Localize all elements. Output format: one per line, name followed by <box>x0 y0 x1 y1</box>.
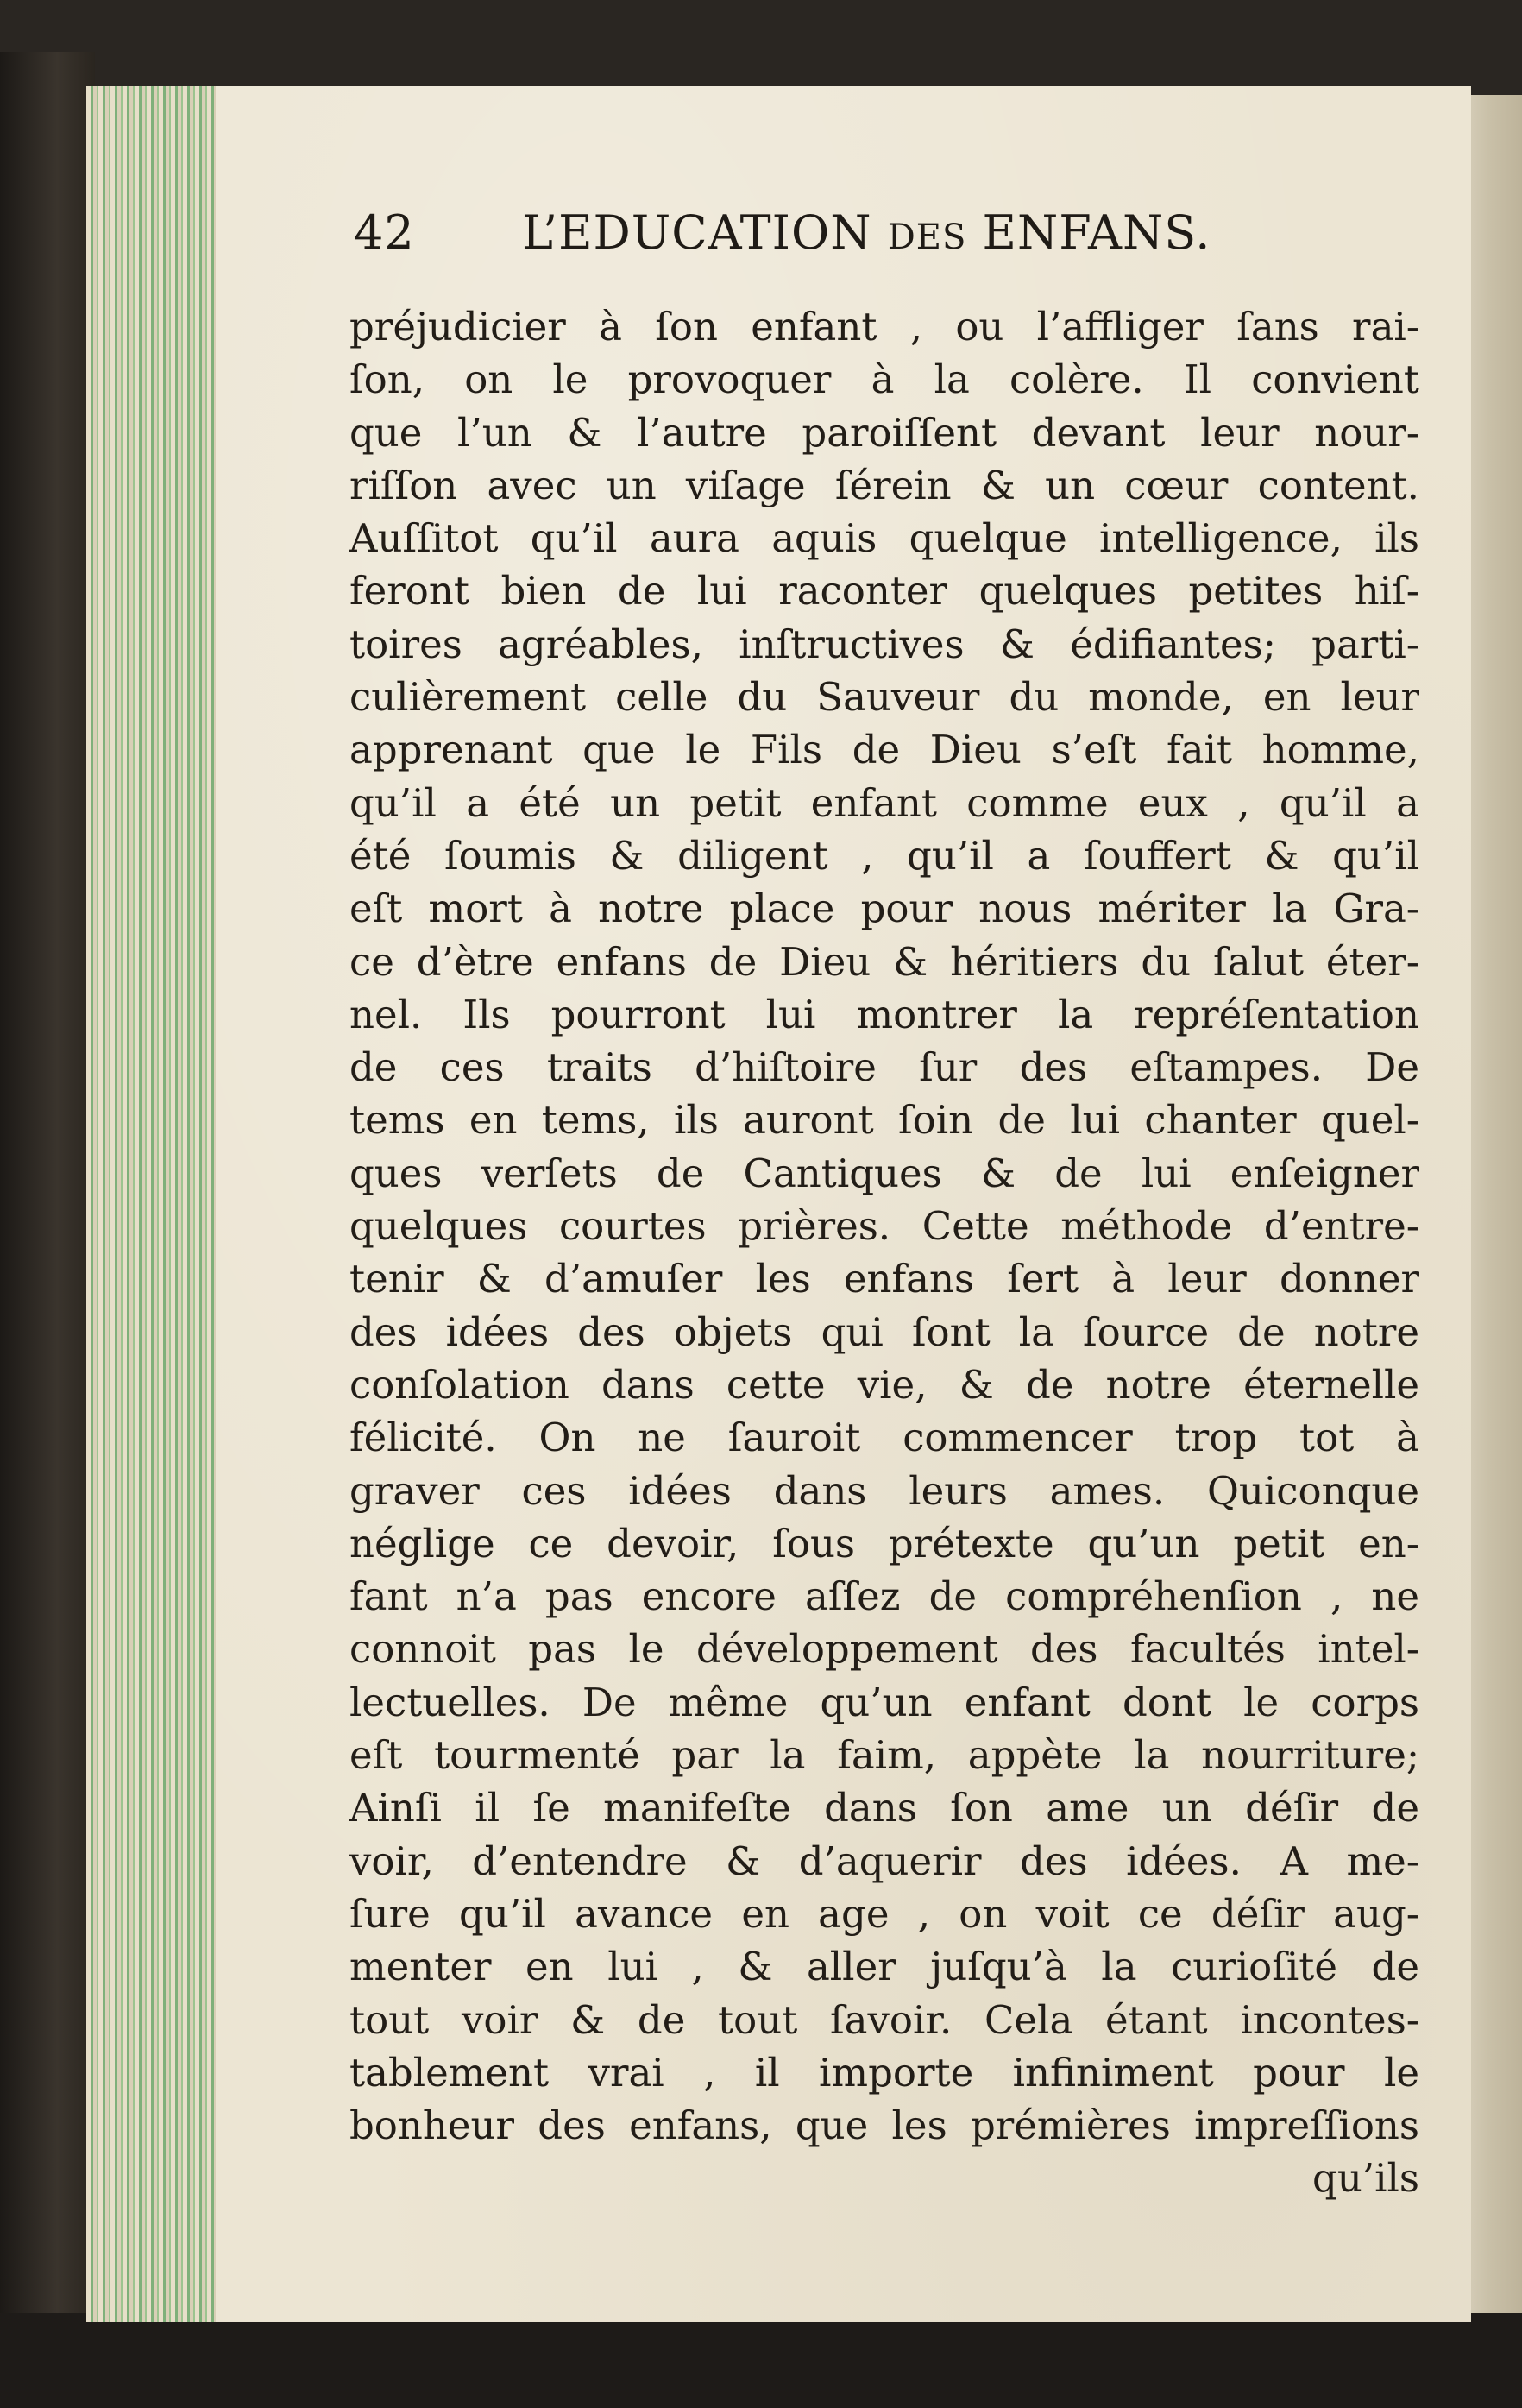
text-line: des idées des objets qui ſont la ſource de notre <box>349 1308 1419 1355</box>
page-stack-edges <box>86 86 224 2322</box>
text-line: lectuelles. De même qu’un enfant dont le corps <box>349 1679 1419 1725</box>
book-cover-bottom <box>0 2313 1522 2408</box>
text-line: menter en lui , & aller juſqu’à la curioſité de <box>349 1944 1419 1990</box>
text-line: été ſoumis & diligent , qu’il a ſouffert & qu’il <box>349 832 1419 879</box>
page-number: 42 <box>354 205 415 260</box>
text-line: quelques courtes prières. Cette méthode d’entre- <box>349 1203 1419 1250</box>
text-line: toires agréables, inſtructives & édifiantes; parti- <box>349 621 1419 667</box>
text-line: ſon, on le provoquer à la colère. Il convient <box>349 356 1419 403</box>
text-line: eſt tourmenté par la faim, appète la nourriture; <box>349 1732 1419 1779</box>
text-line: néglige ce devoir, ſous prétexte qu’un petit en- <box>349 1520 1419 1566</box>
running-title <box>522 203 1211 268</box>
running-title-part-1: L’EDUCATION <box>522 205 888 260</box>
text-line: voir, d’entendre & d’aquerir des idées. A me- <box>349 1838 1419 1884</box>
text-line: nel. Ils pourront lui montrer la repréſentation <box>349 991 1419 1037</box>
book-cover-edge <box>0 52 95 2330</box>
text-line: eſt mort à notre place pour nous mériter la Gra- <box>349 886 1419 932</box>
text-line: tems en tems, ils auront ſoin de lui chanter quel- <box>349 1097 1419 1144</box>
text-line: ques verſets de Cantiques & de lui enſeigner <box>349 1150 1419 1196</box>
text-line: tenir & d’amuſer les enfans ſert à leur donner <box>349 1256 1419 1302</box>
text-line: culièrement celle du Sauveur du monde, en leur <box>349 674 1419 721</box>
facing-page-edge <box>1467 95 1522 2313</box>
text-line: tout voir & de tout ſavoir. Cela étant incontes- <box>349 1996 1419 2043</box>
text-line: qu’il a été un petit enfant comme eux , qu’il a <box>349 779 1419 826</box>
text-line: tablement vrai , il importe infiniment pour le <box>349 2049 1419 2096</box>
text-line: que l’un & l’autre paroiſſent devant leur nour- <box>349 409 1419 456</box>
page-header <box>354 203 1432 263</box>
text-line: ſure qu’il avance en age , on voit ce déſir aug- <box>349 1890 1419 1937</box>
running-title-part-3: ENFANS. <box>966 205 1211 260</box>
text-line: apprenant que le Fils de Dieu s’eſt fait homme, <box>349 727 1419 773</box>
text-line: ce d’ètre enfans de Dieu & héritiers du ſalut éter- <box>349 938 1419 985</box>
text-line: fant n’a pas encore aſſez de compréhenſion , ne <box>349 1573 1419 1620</box>
text-line: préjudicier à ſon enfant , ou l’affliger ſans rai- <box>349 304 1419 350</box>
text-line: graver ces idées dans leurs ames. Quiconque <box>349 1467 1419 1514</box>
catchword: qu’ils <box>1312 2155 1419 2202</box>
body-text <box>349 300 1419 2205</box>
text-line: connoit pas le développement des facultés intel- <box>349 1626 1419 1673</box>
text-line: feront bien de lui raconter quelques petites hiſ- <box>349 568 1419 615</box>
text-line: bonheur des enfans, que les prémières impreſſions <box>349 2102 1419 2149</box>
running-title-part-2: DES <box>887 217 967 257</box>
text-line: Auſſitot qu’il aura aquis quelque intelligence, ils <box>349 515 1419 562</box>
text-line: de ces traits d’hiſtoire ſur des eſtampes. De <box>349 1044 1419 1091</box>
text-line: Ainſi il ſe manifeſte dans ſon ame un déſir de <box>349 1785 1419 1831</box>
text-line: conſolation dans cette vie, & de notre éternelle <box>349 1361 1419 1408</box>
text-line: riſſon avec un viſage ſérein & un cœur content. <box>349 462 1419 508</box>
text-line: félicité. On ne ſauroit commencer trop tot à <box>349 1415 1419 1461</box>
